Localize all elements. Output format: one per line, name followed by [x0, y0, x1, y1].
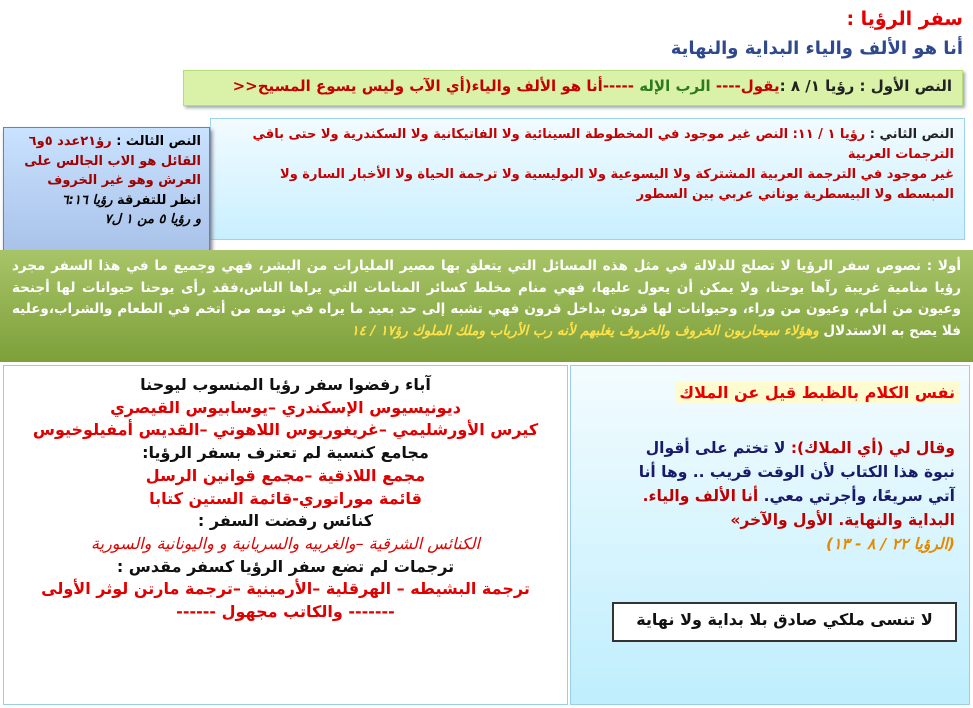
- commentary-quote: وهؤلاء سيحاربون الخروف والخروف يغلبهم لأنه رب الأرباب وملك الملوك رؤ١٧ / ١٤: [351, 322, 819, 339]
- author-line: ------- والكاتب مجهول ------: [176, 602, 395, 622]
- text-three-body: القائل هو الاب الجالس على العرش وهو غير الخروف: [24, 153, 201, 188]
- translations-heading: ترجمات لم تضع سفر الرؤيا كسفر مقدس :: [116, 556, 455, 576]
- text-two-box: [210, 118, 965, 240]
- translations-line: ترجمة البشيطه – الهرقلية –الأرمينية –ترجمة مارتن لوثر الأولى: [41, 579, 530, 599]
- revelation-intro: وقال لي (أي الملاك):: [790, 439, 955, 457]
- text-two-line1-body: رؤيا ١ / ١١: النص غير موجود في المخطوطة السينائية ولا الفاتيكانية ولا السكندرية ولا حتى باقي الترجمات العربية: [252, 127, 954, 163]
- angel-box: [570, 365, 970, 705]
- text-two-label: النص الثاني :: [869, 127, 954, 142]
- text-one-lord: الرب الإله: [639, 77, 711, 95]
- revelation-emphasis: أنا الألف والياء. البداية والنهاية. الأول والآخر»: [642, 487, 955, 530]
- text-three-ref: رؤ٢١عدد ٥و٦: [28, 134, 117, 149]
- revelation-body: لا تختم على أقوال نبوة هذا الكتاب لأن الوقت قريب .. وها أنا آتي سريعًا، وأجرتي معي.: [638, 439, 955, 506]
- text-three-compare: انظر للتفرقة: [117, 192, 201, 208]
- fathers-heading: آباء رفضوا سفر رؤيا المنسوب ليوحنا: [140, 375, 431, 394]
- text-three-label: النص الثالث :: [116, 134, 201, 149]
- text-one-label: النص الأول : رؤيا ١/ ٨ :: [779, 77, 952, 95]
- page-subtitle: أنا هو الألف والياء البداية والنهاية: [670, 38, 963, 59]
- councils-heading: مجامع كنسية لم تعترف بسفر الرؤيا:: [142, 443, 429, 463]
- revelation-reference: (الرؤيا ٢٢ / ٨ - ١٣): [825, 535, 955, 554]
- text-one-part2: -----أنا هو الألف والياء(أي الآب وليس يسوع المسيح<<: [232, 77, 640, 95]
- churches-heading: كنائس رفضت السفر :: [197, 511, 374, 531]
- text-one-part1: يقول----: [710, 77, 780, 95]
- fathers-line-2: كيرس الأورشليمي –غريغوريوس اللاهوتي –القديس أمفيلوخيوس: [32, 420, 539, 440]
- commentary-text: أولا : نصوص سفر الرؤيا لا تصلح للدلالة في مثل هذه المسائل التي يتعلق بها مصير المليارات من البشر، فهي وجميع ما في هذا السفر مجرد رؤيا منامية غريبة رآها يوحنا، ولا يمكن أن يعول عليها، فهي منام مخلط كسائر المنامات التي يراها الناس،فقد رأى يوحنا حيوانات لها أجنحة وعيون من أمام، وعيون من وراء، وحيوانات لها قرون بداخل قرون فهي تشبه إلى حد بعيد ما يراه في نومه من أتخم في الطعام والشراب،وعليه فلا يصح به الاستدلال: [12, 258, 961, 339]
- page-title: سفر الرؤيا :: [846, 8, 963, 30]
- fathers-line-1: ديونيسيوس الإسكندري –يوسابيوس القيصري: [110, 397, 461, 417]
- revelation-quote: [635, 436, 955, 556]
- angel-heading: نفس الكلام بالظبط قيل عن الملاك: [675, 382, 959, 403]
- councils-line-2: قائمة موراتوري-قائمة الستين كتابا: [149, 488, 422, 508]
- text-three-compare-line: [12, 191, 201, 211]
- text-three-ref2: رؤيا ٦:١٦: [61, 192, 113, 208]
- text-three-heading: [12, 132, 201, 152]
- text-three-ref3: و رؤيا ٥ من ١ ل٧: [104, 212, 201, 227]
- churches-line: الكنائس الشرقية –والغربيه والسريانية و واليونانية والسورية: [91, 534, 480, 554]
- text-two-line2: غير موجود في الترجمة العربية المشتركة ولا اليسوعية ولا البوليسية ولا ترجمة الحياة ولا الأخبار السارة ولا المبسطه ولا البيسطرية يوناني عربي بين السطور: [280, 167, 954, 203]
- text-one-box: [183, 70, 963, 106]
- councils-line-1: مجمع اللاذقية –مجمع قوانين الرسل: [145, 465, 426, 485]
- rejections-box: [3, 365, 568, 705]
- text-three-box: [3, 127, 210, 251]
- commentary-band: [0, 250, 973, 362]
- melchizedek-box: لا تنسى ملكي صادق بلا بداية ولا نهاية: [612, 602, 957, 642]
- text-two-line1: [221, 125, 954, 165]
